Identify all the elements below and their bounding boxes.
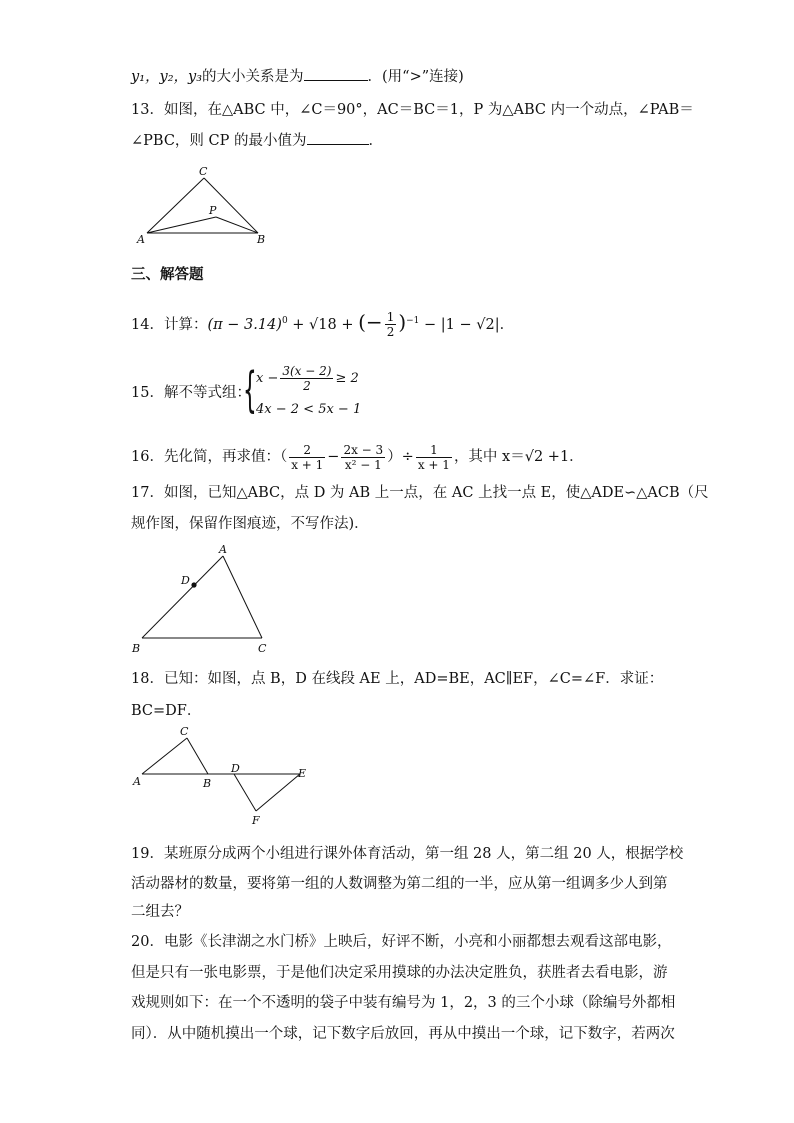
label-a: A: [133, 775, 141, 788]
q13-line1: 13．如图，在△ABC 中，∠C＝90°，AC＝BC＝1，P 为△ABC 内一个动点，∠PAB＝: [131, 102, 694, 118]
label-c: C: [199, 165, 208, 178]
edge-ac: [223, 556, 262, 638]
edge-fe: [256, 774, 300, 811]
answer-blank[interactable]: [304, 66, 368, 81]
q17-line1: 17．如图，已知△ABC，点 D 为 AB 上一点，在 AC 上找一点 E，使△ADE∽△ACB（尺: [131, 485, 709, 501]
label-b: B: [257, 233, 266, 246]
answer-blank[interactable]: [307, 130, 369, 145]
q15-ineq2: 4x − 2 < 5x − 1: [256, 402, 362, 417]
edge-pb: [216, 217, 258, 233]
edge-cb: [187, 738, 208, 774]
label-a: A: [219, 543, 227, 556]
q12-tail: y₁，y₂，y₃的大小关系是为 ．(用“>”连接): [131, 66, 464, 87]
q19-line2: 活动器材的数量，要将第一组的人数调整为第二组的一半，应从第一组调多少人到第: [131, 876, 668, 892]
edge-df: [234, 774, 256, 811]
q19-line3: 二组去？: [131, 904, 189, 920]
label-c: C: [180, 725, 189, 738]
label-f: F: [252, 814, 260, 826]
q20-line1: 20．电影《长津湖之水门桥》上映后，好评不断，小亮和小丽都想去观看这部电影，: [131, 934, 672, 950]
q20-line2: 但是只有一张电影票，于是他们决定采用摸球的办法决定胜负，获胜者去看电影，游: [131, 965, 668, 981]
q13-triangle-figure: [136, 164, 270, 248]
q13-line2: ∠PBC，则 CP 的最小值为 ．: [131, 130, 383, 151]
label-d: D: [181, 574, 190, 587]
edge-ap: [147, 217, 216, 233]
brace: {: [243, 362, 257, 418]
q18-line2: BC=DF．: [131, 703, 202, 719]
q15-ineq1: x − $\frac{3(x - 2)}{2}$ ≥ 2: [256, 364, 359, 393]
q19-line1: 19．某班原分成两个小组进行课外体育活动，第一组 28 人，第二组 20 人，根据学校: [131, 846, 684, 862]
q17-line2: 规作图，保留作图痕迹，不写作法)．: [131, 516, 369, 532]
q16: 16．先化简，再求值：（ $\frac{2}{x + 1}$ − $\frac{2x - 3}{\text{x² − 1}}$ ）÷ $\frac{1}{x + 1}$ ，其中 x＝√2 +1．: [131, 442, 584, 472]
label-c: C: [258, 642, 267, 655]
edge-ac: [142, 738, 187, 774]
q18-figure: [130, 722, 314, 826]
q18-line1: 18．已知：如图，点 B，D 在线段 AE 上，AD=BE，AC∥EF，∠C=∠F．求证：: [131, 671, 664, 687]
q20-line4: 同）．从中随机摸出一个球，记下数字后放回，再从中摸出一个球，记下数字，若两次: [131, 1026, 675, 1042]
q14: 14．计算：$(\pi - 3.14)^0 + √18$ + (− $\frac{1}{2}$ )$^{-1}$ − |1 − √2|．: [131, 309, 515, 340]
q20-line3: 戏规则如下：在一个不透明的袋子中装有编号为 1，2，3 的三个小球（除编号外都相: [131, 995, 676, 1011]
edge-ca: [147, 178, 204, 233]
point-d: [191, 582, 196, 587]
label-d: D: [231, 762, 240, 775]
edge-ab: [142, 556, 223, 638]
label-a: A: [137, 233, 145, 246]
q17-triangle-figure: [130, 542, 280, 656]
label-e: E: [298, 767, 307, 780]
section-title: 三、解答题: [131, 266, 204, 283]
label-b: B: [132, 642, 141, 655]
label-b: B: [203, 777, 212, 790]
label-p: P: [209, 204, 217, 217]
